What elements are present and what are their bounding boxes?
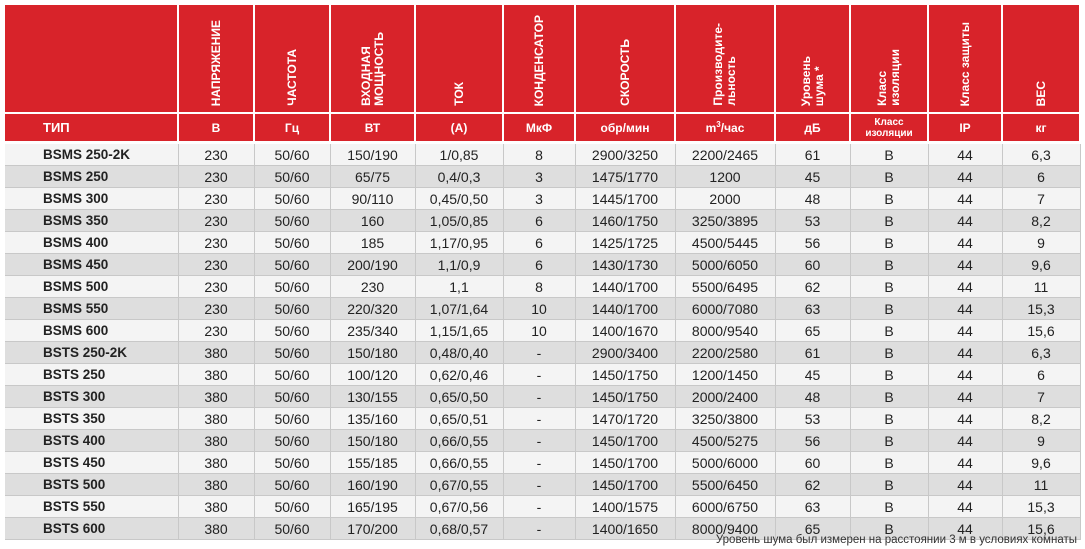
header-insulation: Класс изоляции [850,5,928,113]
table-cell: 230 [178,232,254,254]
table-cell: 50/60 [254,518,330,540]
table-cell: 1200/1450 [675,364,775,386]
table-row [5,320,1080,342]
table-cell: 160/190 [330,474,415,496]
table-cell: 380 [178,474,254,496]
table-cell: 1425/1725 [575,232,675,254]
table-cell: 53 [775,210,850,232]
unit-protection: IP [928,113,1002,143]
table-cell: 62 [775,474,850,496]
table-cell: 230 [178,254,254,276]
table-cell: 1440/1700 [575,298,675,320]
table-cell: 2000 [675,188,775,210]
table-cell: B [850,364,928,386]
footnote: Уровень шума был измерен на расстоянии 3 м в условиях комнаты [715,534,1077,546]
spec-table [5,5,1081,540]
model-name: BSMS 500 [5,276,178,298]
table-cell: 130/155 [330,386,415,408]
table-cell: 6 [503,254,575,276]
table-cell: 45 [775,364,850,386]
table-cell: 235/340 [330,320,415,342]
table-cell: 15,6 [1002,320,1080,342]
header-input-power: ВХОДНАЯ МОЩНОСТЬ [330,5,415,113]
table-cell: 1475/1770 [575,166,675,188]
table-cell: 56 [775,430,850,452]
table-cell: 170/200 [330,518,415,540]
table-cell: 1440/1700 [575,276,675,298]
table-cell: 9 [1002,232,1080,254]
table-cell: B [850,452,928,474]
table-cell: 0,67/0,56 [415,496,503,518]
unit-capacity: $m^3$/час [675,113,775,143]
table-cell: 5500/6450 [675,474,775,496]
table-cell: 1450/1700 [575,452,675,474]
table-cell: 44 [928,320,1002,342]
table-cell: 200/190 [330,254,415,276]
type-header: ТИП [5,113,178,143]
table-cell: - [503,452,575,474]
table-cell: 150/190 [330,143,415,166]
header-capacitor: КОНДЕНСАТОР [503,5,575,113]
table-cell: 61 [775,342,850,364]
table-cell: 45 [775,166,850,188]
table-cell: 7 [1002,386,1080,408]
model-name: BSTS 250-2K [5,342,178,364]
table-cell: 63 [775,496,850,518]
table-row [5,188,1080,210]
table-cell: 11 [1002,474,1080,496]
table-cell: 15,3 [1002,298,1080,320]
table-cell: 4500/5445 [675,232,775,254]
unit-insulation: Класс изоляции [850,113,928,143]
table-cell: 0,62/0,46 [415,364,503,386]
table-cell: - [503,474,575,496]
table-cell: - [503,408,575,430]
table-cell: 1/0,85 [415,143,503,166]
table-cell: 44 [928,298,1002,320]
table-cell: - [503,496,575,518]
table-cell: 8000/9540 [675,320,775,342]
table-cell: 380 [178,430,254,452]
table-cell: 50/60 [254,364,330,386]
table-cell: 3 [503,166,575,188]
table-cell: 9,6 [1002,452,1080,474]
table-cell: 63 [775,298,850,320]
table-cell: 0,45/0,50 [415,188,503,210]
table-cell: 44 [928,364,1002,386]
table-cell: 1470/1720 [575,408,675,430]
unit-speed: обр/мин [575,113,675,143]
table-cell: 6000/6750 [675,496,775,518]
table-cell: 50/60 [254,320,330,342]
table-cell: 44 [928,276,1002,298]
model-name: BSTS 600 [5,518,178,540]
table-cell: B [850,254,928,276]
table-cell: 15,3 [1002,496,1080,518]
table-cell: 150/180 [330,342,415,364]
table-cell: 65 [775,518,850,540]
table-cell: - [503,364,575,386]
header-title-row [5,5,1080,113]
table-cell: 62 [775,276,850,298]
table-cell: 0,4/0,3 [415,166,503,188]
table-cell: 50/60 [254,166,330,188]
table-cell: 44 [928,188,1002,210]
table-cell: 185 [330,232,415,254]
table-cell: 50/60 [254,188,330,210]
table-cell: B [850,430,928,452]
table-cell: 1,1 [415,276,503,298]
table-cell: 165/195 [330,496,415,518]
model-name: BSMS 300 [5,188,178,210]
table-cell: - [503,342,575,364]
table-cell: 3250/3895 [675,210,775,232]
table-cell: 1,15/1,65 [415,320,503,342]
table-cell: 1400/1575 [575,496,675,518]
table-cell: 50/60 [254,474,330,496]
table-cell: 380 [178,408,254,430]
table-row [5,210,1080,232]
table-cell: 44 [928,474,1002,496]
table-cell: 50/60 [254,298,330,320]
table-cell: 160 [330,210,415,232]
table-cell: 380 [178,496,254,518]
model-name: BSMS 350 [5,210,178,232]
table-row [5,254,1080,276]
table-cell: 380 [178,518,254,540]
table-row [5,430,1080,452]
table-cell: 380 [178,452,254,474]
table-cell: 220/320 [330,298,415,320]
table-cell: 65/75 [330,166,415,188]
model-name: BSMS 250-2K [5,143,178,166]
model-name: BSMS 550 [5,298,178,320]
header-voltage: НАПРЯЖЕНИЕ [178,5,254,113]
table-cell: 90/110 [330,188,415,210]
table-cell: 9 [1002,430,1080,452]
header-protection: Класс защиты [928,5,1002,113]
model-name: BSTS 400 [5,430,178,452]
table-row [5,232,1080,254]
table-cell: 1450/1700 [575,430,675,452]
table-cell: 0,65/0,51 [415,408,503,430]
table-cell: 135/160 [330,408,415,430]
table-row [5,276,1080,298]
unit-weight: кг [1002,113,1080,143]
table-cell: B [850,408,928,430]
table-cell: 56 [775,232,850,254]
unit-frequency: Гц [254,113,330,143]
table-cell: 380 [178,386,254,408]
table-cell: 9,6 [1002,254,1080,276]
unit-capacitor: МкФ [503,113,575,143]
table-cell: 65 [775,320,850,342]
table-cell: - [503,518,575,540]
table-cell: B [850,386,928,408]
table-cell: B [850,143,928,166]
table-cell: 8,2 [1002,408,1080,430]
table-cell: 53 [775,408,850,430]
table-row [5,298,1080,320]
table-cell: 1400/1670 [575,320,675,342]
table-cell: 6,3 [1002,143,1080,166]
table-cell: 8 [503,276,575,298]
unit-input-power: ВТ [330,113,415,143]
table-cell: 60 [775,254,850,276]
table-row [5,342,1080,364]
table-cell: 0,48/0,40 [415,342,503,364]
table-cell: 5000/6000 [675,452,775,474]
table-row [5,452,1080,474]
table-cell: 50/60 [254,210,330,232]
model-name: BSMS 450 [5,254,178,276]
table-cell: 50/60 [254,430,330,452]
header-capacity: Производите- льность [675,5,775,113]
model-name: BSTS 550 [5,496,178,518]
table-cell: 100/120 [330,364,415,386]
table-cell: 150/180 [330,430,415,452]
unit-noise: дБ [775,113,850,143]
table-cell: 380 [178,364,254,386]
table-cell: 6,3 [1002,342,1080,364]
table-cell: 0,66/0,55 [415,430,503,452]
table-cell: 6000/7080 [675,298,775,320]
table-cell: 10 [503,320,575,342]
table-cell: 50/60 [254,254,330,276]
table-cell: 6 [1002,166,1080,188]
header-current: ТОК [415,5,503,113]
table-cell: 44 [928,386,1002,408]
table-cell: B [850,188,928,210]
table-cell: 44 [928,496,1002,518]
model-name: BSMS 600 [5,320,178,342]
table-cell: 44 [928,452,1002,474]
table-cell: 44 [928,518,1002,540]
table-cell: 44 [928,254,1002,276]
type-header-blank [5,5,178,113]
table-cell: 44 [928,143,1002,166]
table-cell: 1,05/0,85 [415,210,503,232]
table-cell: 50/60 [254,452,330,474]
table-cell: 2900/3250 [575,143,675,166]
table-cell: 50/60 [254,143,330,166]
table-cell: 50/60 [254,408,330,430]
table-cell: 50/60 [254,232,330,254]
table-cell: 48 [775,188,850,210]
table-cell: B [850,342,928,364]
table-cell: 230 [178,320,254,342]
table-cell: 15,6 [1002,518,1080,540]
table-cell: 48 [775,386,850,408]
table-cell: B [850,474,928,496]
table-body [5,143,1080,540]
table-cell: 50/60 [254,342,330,364]
table-cell: 0,68/0,57 [415,518,503,540]
table-row [5,386,1080,408]
table-cell: 60 [775,452,850,474]
table-cell: 1450/1750 [575,364,675,386]
table-cell: 44 [928,430,1002,452]
model-name: BSMS 400 [5,232,178,254]
table-cell: 1445/1700 [575,188,675,210]
table-cell: - [503,386,575,408]
header-speed: СКОРОСТЬ [575,5,675,113]
table-cell: 61 [775,143,850,166]
table-cell: 230 [330,276,415,298]
table-cell: 1460/1750 [575,210,675,232]
table-cell: 50/60 [254,496,330,518]
table-cell: B [850,518,928,540]
table-cell: 0,66/0,55 [415,452,503,474]
table-cell: 44 [928,210,1002,232]
table-cell: - [503,430,575,452]
table-cell: 3 [503,188,575,210]
table-row [5,496,1080,518]
table-cell: 8000/9400 [675,518,775,540]
table-cell: 230 [178,188,254,210]
table-cell: B [850,276,928,298]
table-cell: 1430/1730 [575,254,675,276]
table-cell: B [850,320,928,342]
table-cell: 50/60 [254,386,330,408]
table-cell: 1,1/0,9 [415,254,503,276]
header-weight: ВЕС [1002,5,1080,113]
table-cell: B [850,210,928,232]
table-cell: 230 [178,143,254,166]
model-name: BSTS 450 [5,452,178,474]
table-row [5,364,1080,386]
table-cell: 2200/2580 [675,342,775,364]
table-cell: 4500/5275 [675,430,775,452]
table-cell: 10 [503,298,575,320]
table-cell: 0,67/0,55 [415,474,503,496]
table-cell: 50/60 [254,276,330,298]
table-cell: 1,07/1,64 [415,298,503,320]
model-name: BSMS 250 [5,166,178,188]
model-name: BSTS 300 [5,386,178,408]
table-row [5,408,1080,430]
table-cell: 230 [178,298,254,320]
table-cell: 2200/2465 [675,143,775,166]
table-cell: 8 [503,143,575,166]
table-cell: B [850,298,928,320]
table-cell: 8,2 [1002,210,1080,232]
table-cell: 155/185 [330,452,415,474]
table-cell: 11 [1002,276,1080,298]
table-cell: 2900/3400 [575,342,675,364]
table-cell: B [850,496,928,518]
table-cell: 6 [503,210,575,232]
table-cell: 230 [178,276,254,298]
table-cell: 230 [178,166,254,188]
header-frequency: ЧАСТОТА [254,5,330,113]
table-row [5,143,1080,166]
table-cell: 2000/2400 [675,386,775,408]
table-cell: 44 [928,166,1002,188]
table-cell: B [850,232,928,254]
table-cell: 1450/1700 [575,474,675,496]
header-unit-row [5,113,1080,143]
model-name: BSTS 250 [5,364,178,386]
table-cell: 1450/1750 [575,386,675,408]
table-cell: 1,17/0,95 [415,232,503,254]
table-cell: 44 [928,342,1002,364]
table-cell: 3250/3800 [675,408,775,430]
table-cell: 0,65/0,50 [415,386,503,408]
table-cell: 6 [503,232,575,254]
table-cell: 230 [178,210,254,232]
table-cell: 1400/1650 [575,518,675,540]
table-row [5,166,1080,188]
model-name: BSTS 500 [5,474,178,496]
table-cell: 5500/6495 [675,276,775,298]
table-row [5,474,1080,496]
table-cell: 7 [1002,188,1080,210]
table-cell: 380 [178,342,254,364]
table-cell: 5000/6050 [675,254,775,276]
model-name: BSTS 350 [5,408,178,430]
table-cell: 44 [928,232,1002,254]
table-cell: 1200 [675,166,775,188]
table-cell: 6 [1002,364,1080,386]
unit-current: (А) [415,113,503,143]
table-cell: B [850,166,928,188]
unit-voltage: В [178,113,254,143]
header-noise: Уровень шума * [775,5,850,113]
table-cell: 44 [928,408,1002,430]
